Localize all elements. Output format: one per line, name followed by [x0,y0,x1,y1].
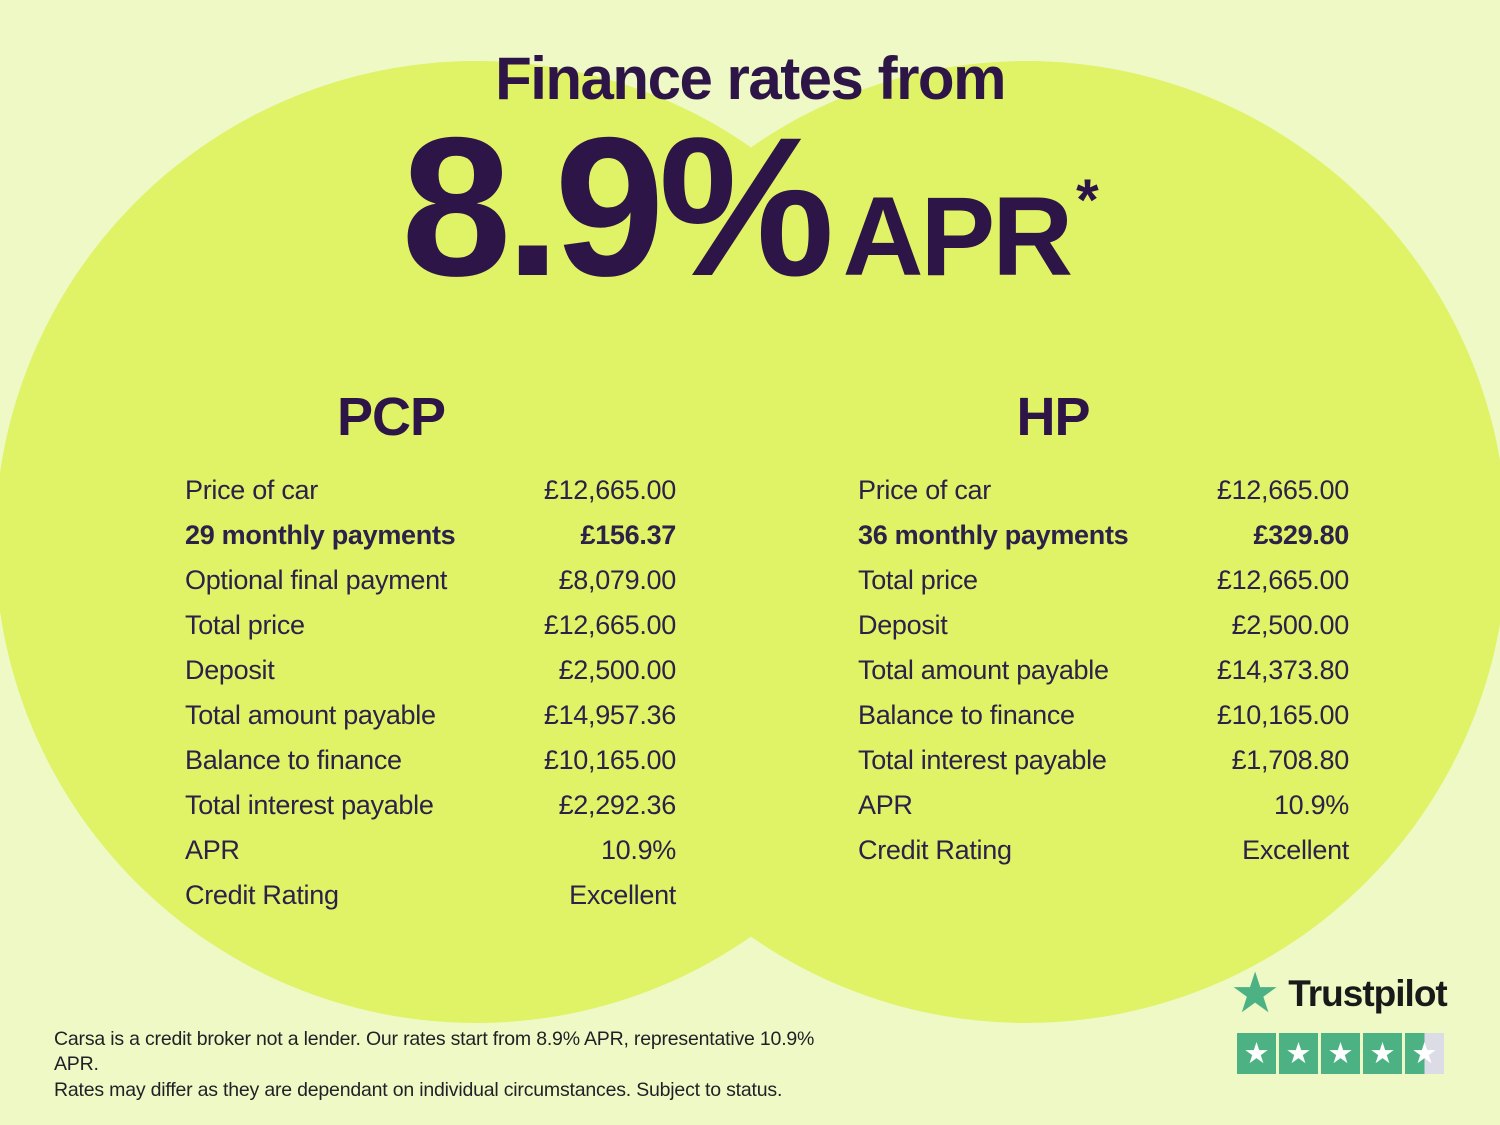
rate-value: 8.9% [401,96,829,317]
trustpilot-brand-name: Trustpilot [1288,973,1447,1014]
finance-row-value: £12,665.00 [1216,475,1349,505]
star-icon: ★ [1243,1036,1270,1070]
finance-row-label: Total price [858,565,978,595]
finance-row-value: £14,957.36 [543,700,676,730]
finance-row-label: Optional final payment [185,565,448,595]
finance-row-value: £2,500.00 [1231,610,1349,640]
finance-row-label: Deposit [858,610,948,640]
finance-row-label: APR [185,835,240,865]
finance-row-value: £8,079.00 [558,565,676,595]
finance-row-label: Balance to finance [185,745,402,775]
star-icon: ★ [1411,1036,1438,1070]
finance-row-label: Total amount payable [185,700,436,730]
finance-row [858,693,1349,738]
finance-row [858,603,1349,648]
rate-asterisk: * [1076,168,1099,233]
finance-row [185,783,676,828]
finance-row [185,648,676,693]
finance-row-value: £329.80 [1253,520,1349,550]
finance-row-label: Price of car [185,475,318,505]
trustpilot-star-box [1237,1033,1276,1074]
finance-row [858,738,1349,783]
finance-row [858,468,1349,513]
finance-row-label: Total interest payable [858,745,1107,775]
hp-table [858,468,1349,873]
finance-row [185,603,676,648]
star-icon: ★ [1369,1036,1396,1070]
trustpilot-star-box [1279,1033,1318,1074]
finance-row-value: £2,500.00 [558,655,676,685]
headline-rate [0,96,1500,317]
finance-row [185,468,676,513]
finance-row-value: Excellent [1242,835,1349,865]
hp-heading: HP [1016,387,1090,447]
finance-row-value: £12,665.00 [543,475,676,505]
trustpilot-rating-stars [1237,1033,1444,1074]
finance-row-label: 36 monthly payments [858,520,1129,550]
trustpilot-star-icon: ★ [1230,961,1281,1026]
finance-row-label: Credit Rating [858,835,1012,865]
trustpilot-logo [1230,961,1447,1026]
pcp-heading: PCP [336,387,446,447]
disclaimer-line-2: Rates may differ as they are dependant on individual circumstances. Subject to status. [54,1078,783,1101]
star-icon: ★ [1285,1036,1312,1070]
finance-row-value: £12,665.00 [543,610,676,640]
finance-row-label: Total amount payable [858,655,1109,685]
finance-row-label: Balance to finance [858,700,1075,730]
finance-row [858,828,1349,873]
finance-row [185,558,676,603]
trustpilot-star-box [1321,1033,1360,1074]
finance-row-value: Excellent [569,880,676,910]
disclaimer-line-1: Carsa is a credit broker not a lender. Our rates start from 8.9% APR, representative 10.9% APR. [54,1028,815,1076]
disclaimer-text [54,1027,854,1103]
finance-row-value: £10,165.00 [1216,700,1349,730]
finance-row-label: Total price [185,610,305,640]
finance-row-label: Total interest payable [185,790,434,820]
finance-row [185,828,676,873]
pcp-table [185,468,676,918]
finance-row-label: APR [858,790,913,820]
trustpilot-star-box [1363,1033,1402,1074]
finance-row-value: £1,708.80 [1231,745,1349,775]
finance-row [185,738,676,783]
finance-row-label: Price of car [858,475,991,505]
finance-row-value: 10.9% [600,835,676,865]
finance-row-value: £2,292.36 [558,790,676,820]
rate-unit: APR [842,174,1071,299]
finance-row-value: £14,373.80 [1216,655,1349,685]
finance-row-label: Credit Rating [185,880,339,910]
star-icon: ★ [1327,1036,1354,1070]
finance-row-value: £10,165.00 [543,745,676,775]
finance-row-value: £12,665.00 [1216,565,1349,595]
finance-row-value: 10.9% [1273,790,1349,820]
trustpilot-star-box [1405,1033,1444,1074]
finance-row [185,513,676,558]
finance-row [858,648,1349,693]
finance-row [185,873,676,918]
finance-row [858,783,1349,828]
finance-row-label: 29 monthly payments [185,520,456,550]
finance-row-value: £156.37 [580,520,676,550]
page-title: Finance rates from [495,45,1005,112]
finance-row [185,693,676,738]
finance-row [858,513,1349,558]
finance-row [858,558,1349,603]
finance-row-label: Deposit [185,655,275,685]
